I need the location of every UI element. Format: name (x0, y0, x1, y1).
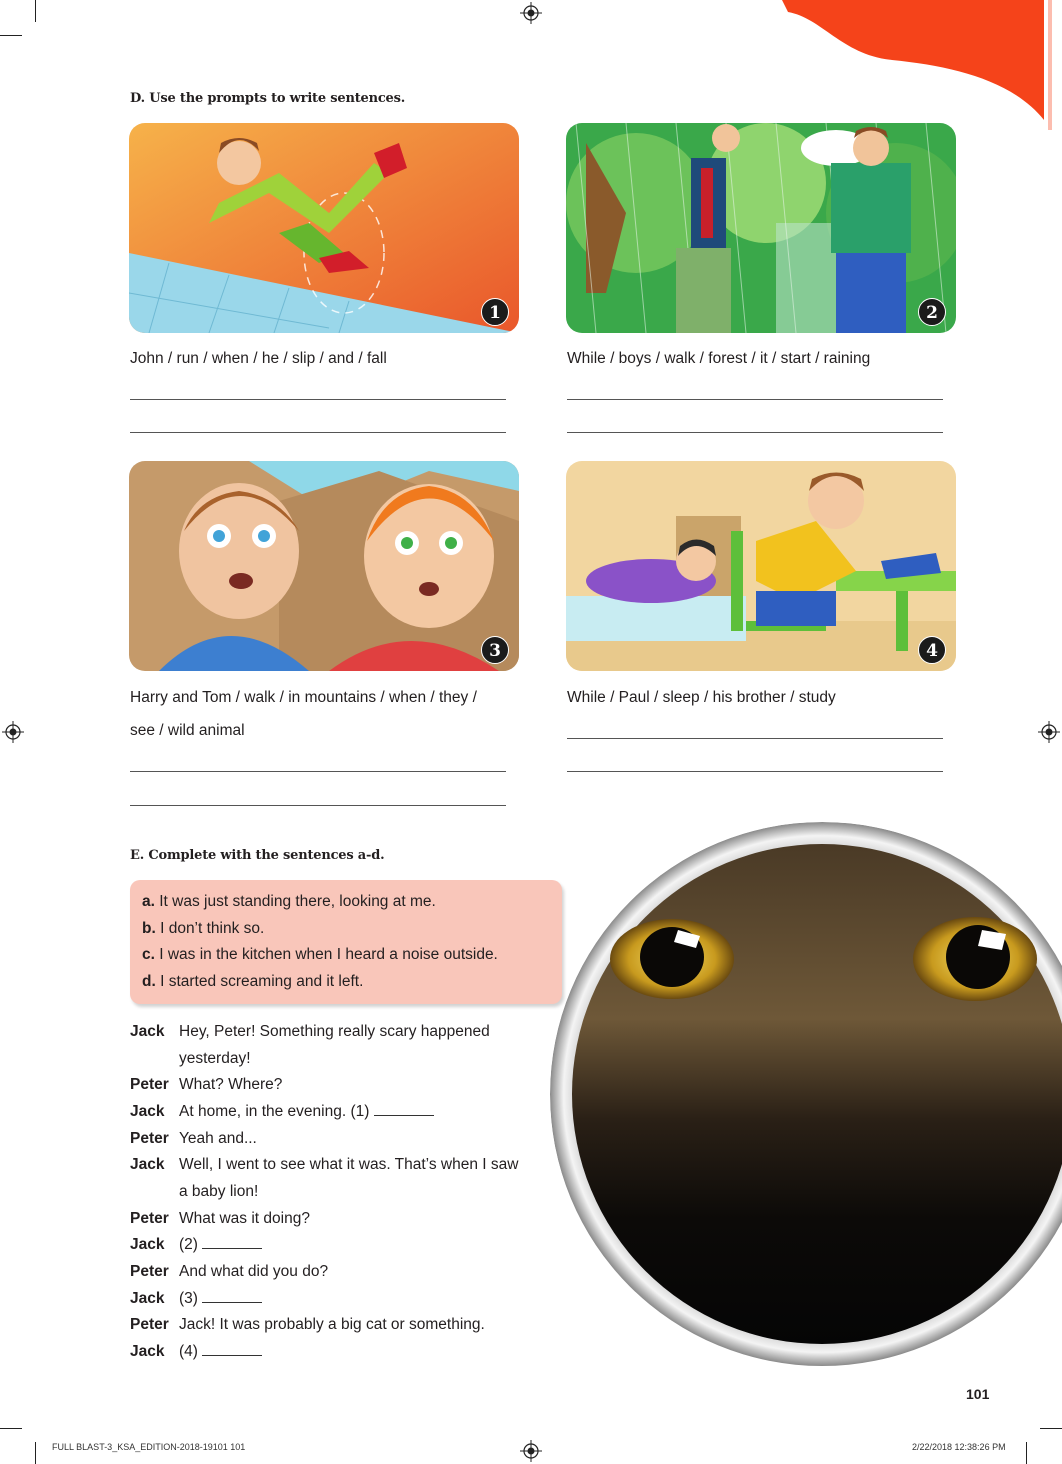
crop-mark (35, 0, 36, 22)
crop-mark (1040, 1428, 1062, 1429)
dialogue-line: a baby lion! (179, 1183, 259, 1200)
dialogue-line: And what did you do? (179, 1263, 329, 1280)
speaker-name: Jack (130, 1343, 165, 1360)
picture-1 (129, 123, 519, 333)
dialogue-line: Well, I went to see what it was. That’s when I saw (179, 1156, 519, 1173)
prompt-3-line-1: Harry and Tom / walk / in mountains / when / they / (130, 689, 477, 706)
answer-line[interactable] (567, 432, 943, 433)
speaker-name: Peter (130, 1210, 169, 1227)
picture-4 (566, 461, 956, 671)
picture-2 (566, 123, 956, 333)
answer-line[interactable] (567, 771, 943, 772)
dialogue-line: At home, in the evening. (1) (179, 1098, 549, 1125)
sentence-options-box (130, 880, 562, 1004)
speaker-name: Jack (130, 1103, 165, 1120)
crop-mark (35, 1442, 36, 1464)
picture-number-badge: 4 (918, 636, 946, 664)
dialogue-line: Jack! It was probably a big cat or something. (179, 1316, 485, 1333)
dialogue-line: What? Where? (179, 1076, 283, 1093)
dialogue-line: (4) (179, 1338, 549, 1365)
answer-blank-4[interactable] (202, 1342, 262, 1356)
registration-mark-icon (2, 721, 24, 743)
crop-mark (1026, 1442, 1027, 1464)
registration-mark-icon (1038, 721, 1060, 743)
picture-number-badge: 2 (918, 298, 946, 326)
dialogue-line: (3) (179, 1285, 549, 1312)
prompt-3-line-2: see / wild animal (130, 722, 245, 739)
registration-mark-icon (520, 1440, 542, 1462)
dialogue-line: yesterday! (179, 1050, 251, 1067)
corner-decoration (782, 0, 1062, 130)
speaker-name: Peter (130, 1130, 169, 1147)
speaker-name: Jack (130, 1023, 165, 1040)
crop-mark (0, 35, 22, 36)
answer-line[interactable] (567, 738, 943, 739)
answer-line[interactable] (130, 771, 506, 772)
prompt-2: While / boys / walk / forest / it / start / raining (567, 350, 871, 367)
picture-number-badge: 3 (481, 636, 509, 664)
sentence-option-a: a. It was just standing there, looking at me. (142, 893, 436, 910)
answer-line[interactable] (130, 805, 506, 806)
speaker-name: Peter (130, 1316, 169, 1333)
registration-mark-icon (520, 2, 542, 24)
prompt-1: John / run / when / he / slip / and / fall (130, 350, 387, 367)
dialogue-line: Yeah and... (179, 1130, 257, 1147)
prompt-4: While / Paul / sleep / his brother / study (567, 689, 836, 706)
speaker-name: Jack (130, 1290, 165, 1307)
speaker-name: Peter (130, 1076, 169, 1093)
speaker-name: Jack (130, 1236, 165, 1253)
answer-line[interactable] (130, 432, 506, 433)
page-number: 101 (966, 1386, 990, 1402)
dialogue-line: Hey, Peter! Something really scary happened (179, 1023, 490, 1040)
answer-blank-2[interactable] (202, 1235, 262, 1249)
picture-number-badge: 1 (481, 298, 509, 326)
sentence-option-b: b. I don’t think so. (142, 919, 265, 937)
answer-line[interactable] (130, 399, 506, 400)
exercise-e-heading: E. Complete with the sentences a-d. (130, 848, 385, 863)
footer-file-info: FULL BLAST-3_KSA_EDITION-2018-19101 101 (52, 1442, 246, 1452)
dialogue-line: (2) (179, 1231, 549, 1258)
answer-blank-3[interactable] (202, 1289, 262, 1303)
answer-line[interactable] (567, 399, 943, 400)
answer-blank-1[interactable] (374, 1102, 434, 1116)
sentence-option-d: d. I started screaming and it left. (142, 972, 364, 990)
sentence-option-c: c. I was in the kitchen when I heard a noise outside. (142, 946, 498, 963)
cat-eyes-photo (550, 822, 1062, 1367)
picture-3 (129, 461, 519, 671)
exercise-d-heading: D. Use the prompts to write sentences. (130, 91, 406, 106)
footer-timestamp: 2/22/2018 12:38:26 PM (912, 1442, 1006, 1452)
speaker-name: Peter (130, 1263, 169, 1280)
speaker-name: Jack (130, 1156, 165, 1173)
crop-mark (0, 1428, 22, 1429)
dialogue-line: What was it doing? (179, 1210, 310, 1227)
